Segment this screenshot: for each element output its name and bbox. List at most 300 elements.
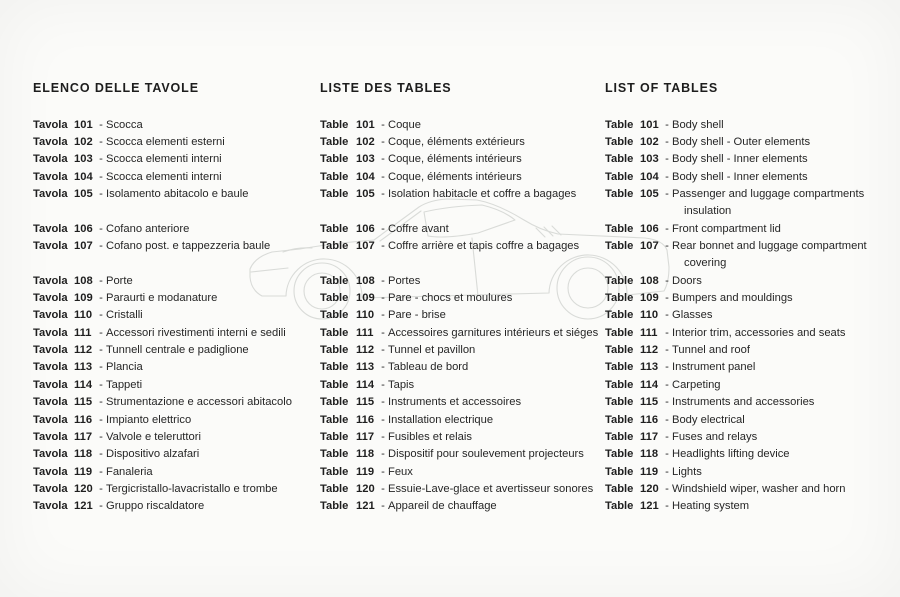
- item-prefix: Table: [605, 153, 634, 166]
- item-number: 103: [356, 153, 375, 166]
- item-number: 102: [356, 136, 375, 149]
- item-number: 101: [640, 118, 659, 131]
- item-prefix: Table: [320, 482, 349, 495]
- item-number: 103: [74, 153, 93, 166]
- item-text: Accessori rivestimenti interni e sedili: [106, 326, 286, 339]
- list-item: [605, 272, 867, 289]
- list-item: [320, 133, 598, 150]
- item-prefix: Table: [605, 326, 634, 339]
- item-number: 110: [74, 309, 93, 322]
- item-separator: -: [665, 500, 669, 513]
- list-item: [605, 151, 867, 168]
- list-item: [33, 480, 292, 497]
- item-text: Installation electrique: [388, 413, 494, 426]
- item-text: Cofano anteriore: [106, 222, 190, 235]
- item-prefix: Table: [320, 153, 349, 166]
- item-separator: -: [665, 430, 669, 443]
- item-number: 116: [356, 413, 375, 426]
- item-text: Windshield wiper, washer and horn: [672, 482, 846, 495]
- item-number: 118: [356, 448, 375, 461]
- item-text: Impianto elettrico: [106, 413, 192, 426]
- row-spacer: [320, 255, 598, 272]
- item-separator: -: [99, 240, 103, 253]
- item-number: 117: [74, 430, 93, 443]
- item-separator: -: [665, 413, 669, 426]
- item-number: 112: [640, 344, 659, 357]
- item-separator: -: [665, 326, 669, 339]
- item-number: 115: [74, 396, 93, 409]
- item-text: Coque: [388, 118, 421, 131]
- item-separator: -: [381, 153, 385, 166]
- list-item: [320, 446, 598, 463]
- list-item-continuation: [605, 255, 867, 272]
- item-text: Scocca elementi interni: [106, 170, 222, 183]
- item-separator: -: [99, 188, 103, 201]
- list-item: [605, 359, 867, 376]
- item-prefix: Table: [320, 222, 349, 235]
- item-text: Body shell - Inner elements: [672, 170, 808, 183]
- list-item: [320, 411, 598, 428]
- item-number: 103: [640, 153, 659, 166]
- item-text: Scocca: [106, 118, 143, 131]
- item-text: Instruments and accessories: [672, 396, 815, 409]
- list-item: [605, 341, 867, 358]
- item-text: Portes: [388, 274, 421, 287]
- item-separator: -: [665, 309, 669, 322]
- list-item: [320, 151, 598, 168]
- item-prefix: Table: [605, 170, 634, 183]
- item-number: 113: [356, 361, 375, 374]
- item-number: 111: [356, 326, 374, 339]
- item-prefix: Tavola: [33, 188, 68, 201]
- item-separator: -: [99, 465, 103, 478]
- row-spacer: [320, 203, 598, 220]
- item-separator: -: [99, 448, 103, 461]
- list-item: [605, 289, 867, 306]
- item-text: Tergicristallo-lavacristallo e trombe: [106, 482, 278, 495]
- item-separator: -: [381, 309, 385, 322]
- item-prefix: Tavola: [33, 240, 68, 253]
- item-separator: -: [99, 378, 103, 391]
- item-prefix: Table: [320, 240, 349, 253]
- list-item: [33, 307, 292, 324]
- item-prefix: Tavola: [33, 430, 68, 443]
- item-separator: -: [381, 344, 385, 357]
- list-item: [605, 116, 867, 133]
- item-separator: -: [99, 309, 103, 322]
- item-separator: -: [381, 448, 385, 461]
- list-item: [605, 237, 867, 254]
- list-item: [33, 116, 292, 133]
- item-text: Body shell - Inner elements: [672, 153, 808, 166]
- item-prefix: Tavola: [33, 153, 68, 166]
- item-text: Glasses: [672, 309, 713, 322]
- item-prefix: Table: [320, 361, 349, 374]
- list-item: [320, 168, 598, 185]
- item-prefix: Tavola: [33, 170, 68, 183]
- item-prefix: Table: [605, 222, 634, 235]
- list-item: [33, 428, 292, 445]
- item-text: Cristalli: [106, 309, 143, 322]
- item-separator: -: [99, 118, 103, 131]
- item-prefix: Tavola: [33, 482, 68, 495]
- item-text: Tapis: [388, 378, 415, 391]
- item-text: Fuses and relays: [672, 430, 758, 443]
- item-number: 101: [74, 118, 93, 131]
- item-separator: -: [665, 240, 669, 253]
- column-italian: [33, 82, 292, 515]
- item-separator: -: [381, 170, 385, 183]
- item-text: Coque, éléments extérieurs: [388, 136, 525, 149]
- item-text: Interior trim, accessories and seats: [672, 326, 846, 339]
- item-number: 107: [356, 240, 375, 253]
- item-prefix: Table: [320, 465, 349, 478]
- list-item: [320, 376, 598, 393]
- item-separator: -: [381, 361, 385, 374]
- list-item: [605, 480, 867, 497]
- column-french: [320, 82, 598, 515]
- item-separator: -: [99, 413, 103, 426]
- item-separator: -: [381, 396, 385, 409]
- item-prefix: Table: [320, 292, 349, 305]
- list-item: [33, 498, 292, 515]
- item-prefix: Table: [320, 378, 349, 391]
- list-item: [33, 237, 292, 254]
- item-text: Body electrical: [672, 413, 745, 426]
- item-separator: -: [99, 274, 103, 287]
- item-text: Plancia: [106, 361, 143, 374]
- item-number: 111: [640, 326, 658, 339]
- item-text: Front compartment lid: [672, 222, 781, 235]
- item-text: Heating system: [672, 500, 750, 513]
- item-separator: -: [99, 222, 103, 235]
- list-item: [320, 341, 598, 358]
- item-separator: -: [381, 378, 385, 391]
- item-separator: -: [665, 361, 669, 374]
- item-text: Lights: [672, 465, 702, 478]
- item-prefix: Tavola: [33, 500, 68, 513]
- item-prefix: Tavola: [33, 292, 68, 305]
- item-separator: -: [99, 430, 103, 443]
- item-number: 114: [356, 378, 375, 391]
- item-prefix: Table: [605, 396, 634, 409]
- list-item: [605, 220, 867, 237]
- item-number: 117: [356, 430, 375, 443]
- item-separator: -: [99, 170, 103, 183]
- list-item: [33, 359, 292, 376]
- item-number: 112: [74, 344, 93, 357]
- item-prefix: Table: [320, 448, 349, 461]
- item-separator: -: [99, 396, 103, 409]
- item-number: 112: [356, 344, 375, 357]
- item-text: Headlights lifting device: [672, 448, 790, 461]
- item-prefix: Tavola: [33, 309, 68, 322]
- item-separator: -: [381, 222, 385, 235]
- item-number: 114: [74, 378, 93, 391]
- item-text: Strumentazione e accessori abitacolo: [106, 396, 292, 409]
- item-separator: -: [665, 153, 669, 166]
- item-text: Body shell - Outer elements: [672, 136, 811, 149]
- item-number: 121: [74, 500, 93, 513]
- item-text: Cofano post. e tappezzeria baule: [106, 240, 271, 253]
- item-number: 104: [640, 170, 659, 183]
- item-text: Dispositif pour soulevement projecteurs: [388, 448, 584, 461]
- list-item: [605, 133, 867, 150]
- item-text: Isolamento abitacolo e baule: [106, 188, 249, 201]
- item-prefix: Table: [320, 430, 349, 443]
- item-separator: -: [665, 292, 669, 305]
- list-item: [33, 376, 292, 393]
- item-number: 120: [356, 482, 375, 495]
- item-number: 106: [356, 222, 375, 235]
- item-prefix: Table: [605, 118, 634, 131]
- item-number: 115: [356, 396, 375, 409]
- item-number: 118: [640, 448, 659, 461]
- item-separator: -: [665, 136, 669, 149]
- item-prefix: Table: [605, 413, 634, 426]
- item-text: Fusibles et relais: [388, 430, 472, 443]
- item-separator: -: [381, 240, 385, 253]
- list-item: [33, 151, 292, 168]
- item-prefix: Tavola: [33, 326, 68, 339]
- item-number: 111: [74, 326, 92, 339]
- item-separator: -: [381, 274, 385, 287]
- item-number: 114: [640, 378, 659, 391]
- item-prefix: Table: [605, 361, 634, 374]
- table-list-french: [320, 116, 598, 515]
- list-item: [605, 463, 867, 480]
- item-text-continued: insulation: [684, 205, 732, 218]
- item-number: 113: [74, 361, 93, 374]
- item-separator: -: [99, 361, 103, 374]
- list-item: [33, 220, 292, 237]
- list-item: [605, 446, 867, 463]
- item-prefix: Tavola: [33, 222, 68, 235]
- list-item: [320, 272, 598, 289]
- item-text: Gruppo riscaldatore: [106, 500, 205, 513]
- item-number: 119: [356, 465, 375, 478]
- list-item: [605, 428, 867, 445]
- item-separator: -: [665, 378, 669, 391]
- item-number: 105: [356, 188, 375, 201]
- item-separator: -: [665, 118, 669, 131]
- item-number: 105: [74, 188, 93, 201]
- item-separator: -: [381, 136, 385, 149]
- item-separator: -: [99, 344, 103, 357]
- item-number: 102: [74, 136, 93, 149]
- item-prefix: Table: [320, 188, 349, 201]
- list-item: [33, 185, 292, 202]
- table-list-italian: [33, 116, 292, 515]
- item-prefix: Table: [320, 170, 349, 183]
- item-text: Appareil de chauffage: [388, 500, 497, 513]
- item-text: Coffre avant: [388, 222, 449, 235]
- list-item: [33, 463, 292, 480]
- list-item: [605, 411, 867, 428]
- item-number: 102: [640, 136, 659, 149]
- item-text: Tableau de bord: [388, 361, 469, 374]
- list-item: [320, 237, 598, 254]
- item-separator: -: [381, 188, 385, 201]
- item-number: 118: [74, 448, 93, 461]
- item-prefix: Table: [605, 500, 634, 513]
- item-number: 104: [74, 170, 93, 183]
- item-separator: -: [381, 465, 385, 478]
- item-prefix: Table: [320, 326, 349, 339]
- item-number: 119: [640, 465, 659, 478]
- item-prefix: Table: [605, 378, 634, 391]
- list-item: [320, 498, 598, 515]
- list-item: [33, 168, 292, 185]
- item-prefix: Table: [605, 482, 634, 495]
- list-item: [320, 359, 598, 376]
- item-text: Isolation habitacle et coffre a bagages: [388, 188, 577, 201]
- item-text: Fanaleria: [106, 465, 153, 478]
- list-item: [605, 185, 867, 202]
- item-separator: -: [381, 118, 385, 131]
- item-prefix: Table: [605, 274, 634, 287]
- list-item: [605, 394, 867, 411]
- item-text: Tunnell centrale e padiglione: [106, 344, 249, 357]
- list-item: [33, 272, 292, 289]
- item-text: Bumpers and mouldings: [672, 292, 793, 305]
- item-text: Coque, éléments intérieurs: [388, 170, 522, 183]
- list-item-continuation: [605, 203, 867, 220]
- item-number: 107: [640, 240, 659, 253]
- list-item: [320, 463, 598, 480]
- item-separator: -: [99, 500, 103, 513]
- list-item: [33, 446, 292, 463]
- item-text: Tunnel and roof: [672, 344, 750, 357]
- item-separator: -: [381, 326, 385, 339]
- item-text: Porte: [106, 274, 133, 287]
- item-text: Scocca elementi interni: [106, 153, 222, 166]
- item-text: Carpeting: [672, 378, 721, 391]
- column-english: [605, 82, 867, 515]
- item-prefix: Table: [605, 465, 634, 478]
- item-text: Doors: [672, 274, 702, 287]
- list-item: [320, 220, 598, 237]
- item-prefix: Table: [605, 188, 634, 201]
- item-number: 121: [356, 500, 375, 513]
- row-spacer: [33, 255, 292, 272]
- item-text: Rear bonnet and luggage compartment: [672, 240, 867, 253]
- item-prefix: Table: [320, 136, 349, 149]
- item-text: Scocca elementi esterni: [106, 136, 225, 149]
- list-item: [33, 341, 292, 358]
- item-separator: -: [665, 170, 669, 183]
- item-number: 110: [356, 309, 375, 322]
- item-text: Valvole e teleruttori: [106, 430, 201, 443]
- item-separator: -: [665, 448, 669, 461]
- table-list-english: [605, 116, 867, 515]
- item-separator: -: [99, 482, 103, 495]
- item-prefix: Table: [320, 500, 349, 513]
- item-prefix: Table: [320, 309, 349, 322]
- item-prefix: Tavola: [33, 344, 68, 357]
- item-prefix: Tavola: [33, 396, 68, 409]
- list-item: [33, 133, 292, 150]
- list-item: [605, 376, 867, 393]
- item-prefix: Tavola: [33, 361, 68, 374]
- item-text: Paraurti e modanature: [106, 292, 218, 305]
- item-number: 119: [74, 465, 93, 478]
- item-number: 120: [640, 482, 659, 495]
- list-item: [320, 324, 598, 341]
- item-number: 109: [74, 292, 93, 305]
- item-prefix: Tavola: [33, 378, 68, 391]
- list-item: [33, 411, 292, 428]
- item-text: Coque, éléments intérieurs: [388, 153, 522, 166]
- item-separator: -: [381, 500, 385, 513]
- list-item: [320, 307, 598, 324]
- item-separator: -: [665, 222, 669, 235]
- item-text: Pare - brise: [388, 309, 446, 322]
- item-prefix: Table: [605, 309, 634, 322]
- item-number: 116: [74, 413, 93, 426]
- item-prefix: Table: [605, 448, 634, 461]
- list-item: [320, 185, 598, 202]
- item-text: Pare - chocs et moulures: [388, 292, 513, 305]
- list-item: [33, 289, 292, 306]
- item-prefix: Table: [605, 430, 634, 443]
- item-prefix: Tavola: [33, 118, 68, 131]
- item-number: 117: [640, 430, 659, 443]
- list-item: [605, 498, 867, 515]
- list-item: [605, 307, 867, 324]
- item-separator: -: [99, 292, 103, 305]
- item-separator: -: [665, 188, 669, 201]
- list-item: [320, 116, 598, 133]
- item-number: 108: [356, 274, 375, 287]
- list-item: [320, 394, 598, 411]
- item-number: 113: [640, 361, 659, 374]
- item-number: 101: [356, 118, 375, 131]
- column-title-italian: ELENCO DELLE TAVOLE: [33, 81, 199, 95]
- item-text: Accessoires garnitures intérieurs et siéges: [388, 326, 599, 339]
- item-prefix: Table: [605, 292, 634, 305]
- list-item: [320, 480, 598, 497]
- item-text: Passenger and luggage compartments: [672, 188, 865, 201]
- list-item: [33, 394, 292, 411]
- item-text: Coffre arrière et tapis coffre a bagages: [388, 240, 580, 253]
- item-text-continued: covering: [684, 257, 727, 270]
- item-separator: -: [381, 292, 385, 305]
- item-number: 116: [640, 413, 659, 426]
- item-number: 120: [74, 482, 93, 495]
- item-number: 106: [640, 222, 659, 235]
- item-separator: -: [99, 153, 103, 166]
- item-number: 104: [356, 170, 375, 183]
- item-number: 110: [640, 309, 659, 322]
- item-number: 105: [640, 188, 659, 201]
- item-separator: -: [381, 482, 385, 495]
- item-separator: -: [99, 136, 103, 149]
- item-prefix: Table: [320, 274, 349, 287]
- item-separator: -: [381, 430, 385, 443]
- item-number: 106: [74, 222, 93, 235]
- item-text: Instrument panel: [672, 361, 756, 374]
- item-number: 108: [74, 274, 93, 287]
- item-number: 121: [640, 500, 659, 513]
- list-item: [320, 428, 598, 445]
- item-text: Essuie-Lave-glace et avertisseur sonores: [388, 482, 594, 495]
- item-separator: -: [665, 344, 669, 357]
- item-number: 108: [640, 274, 659, 287]
- item-text: Dispositivo alzafari: [106, 448, 200, 461]
- column-title-english: LIST OF TABLES: [605, 81, 719, 95]
- item-prefix: Table: [605, 344, 634, 357]
